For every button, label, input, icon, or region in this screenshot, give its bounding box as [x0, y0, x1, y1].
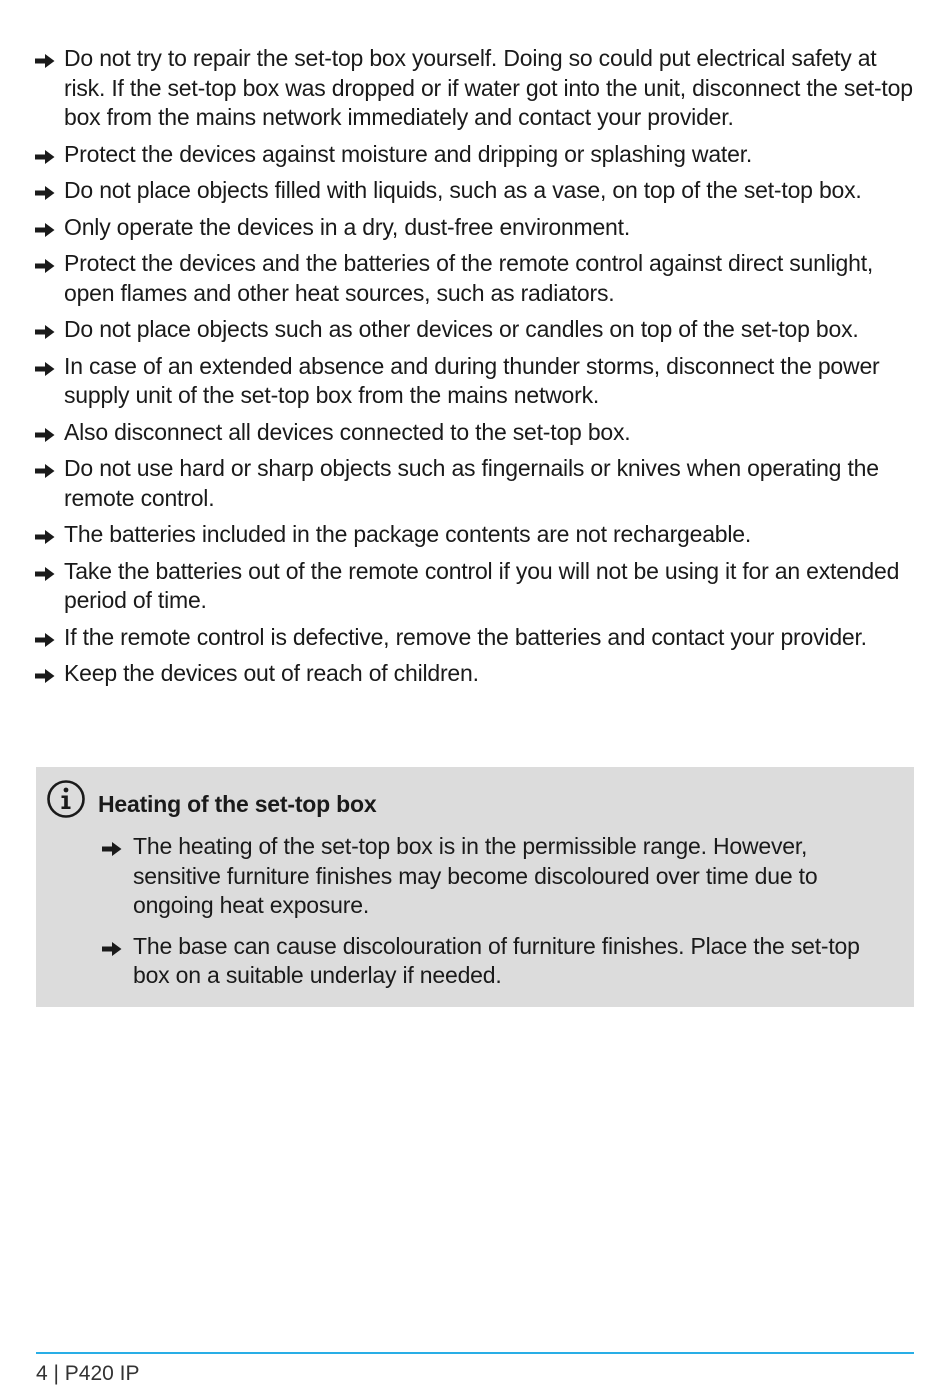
list-item-text: The heating of the set-top box is in the permissible range. However, sensitive furniture finishes may become discoloured over time due to ongoing heat exposure. [133, 833, 818, 918]
list-item [34, 418, 918, 448]
list-item [34, 352, 918, 411]
list-item-text: Protect the devices against moisture and dripping or splashing water. [64, 140, 753, 167]
list-item-text: Protect the devices and the batteries of the remote control against direct sunlight, open flames and other heat sources, such as radiators. [64, 250, 874, 306]
info-box-list [98, 832, 888, 1002]
list-item [34, 520, 918, 550]
arrow-right-icon [34, 361, 56, 377]
info-box-heading: Heating of the set-top box [98, 791, 377, 817]
arrow-right-icon [34, 529, 56, 545]
arrow-right-icon [34, 632, 56, 648]
list-item [98, 932, 888, 991]
list-item-text: Do not place objects such as other devices or candles on top of the set-top box. [64, 316, 859, 342]
list-item-text: Do not try to repair the set-top box yourself. Doing so could put electrical safety at risk. If the set-top box was dropped or if water got into the unit, disconnect the set-top box from the mains network immediately and contact your provider. [64, 45, 913, 130]
page-footer-label: 4 | P420 IP [36, 1362, 140, 1385]
list-item [34, 140, 918, 170]
arrow-right-icon [34, 668, 56, 684]
safety-instructions-list [34, 44, 918, 696]
list-item [34, 557, 918, 616]
list-item [34, 44, 918, 133]
list-item-text: Also disconnect all devices connected to the set-top box. [64, 418, 631, 445]
list-item [34, 315, 918, 345]
list-item-text: The batteries included in the package contents are not rechargeable. [64, 521, 752, 547]
list-item-text: If the remote control is defective, remove the batteries and contact your provider. [64, 623, 867, 650]
arrow-right-icon [34, 222, 56, 238]
list-item-text: Only operate the devices in a dry, dust-free environment. [64, 213, 631, 240]
list-item-text: Do not place objects filled with liquids, such as a vase, on top of the set-top box. [64, 177, 862, 203]
list-item-text: Do not use hard or sharp objects such as fingernails or knives when operating the remote control. [64, 455, 879, 511]
list-item-text: Take the batteries out of the remote control if you will not be using it for an extended period of time. [64, 557, 900, 613]
list-item [34, 249, 918, 308]
arrow-right-icon [34, 463, 56, 479]
list-item-text: In case of an extended absence and during thunder storms, disconnect the power supply unit of the set-top box from the mains network. [64, 352, 880, 408]
list-item-text: Keep the devices out of reach of children. [64, 660, 479, 686]
arrow-right-icon [34, 53, 56, 69]
list-item [34, 176, 918, 206]
arrow-right-icon [34, 566, 56, 582]
info-box-heating [36, 767, 914, 1007]
list-item [34, 659, 918, 689]
arrow-right-icon [101, 841, 123, 857]
arrow-right-icon [34, 185, 56, 201]
list-item [34, 454, 918, 513]
list-item-text: The base can cause discolouration of furniture finishes. Place the set-top box on a suitable underlay if needed. [133, 932, 860, 988]
list-item [98, 832, 888, 921]
list-item [34, 623, 918, 653]
arrow-right-icon [34, 427, 56, 443]
arrow-right-icon [34, 324, 56, 340]
list-item [34, 213, 918, 243]
arrow-right-icon [34, 258, 56, 274]
footer-divider [36, 1352, 914, 1354]
arrow-right-icon [101, 941, 123, 957]
arrow-right-icon [34, 149, 56, 165]
info-icon [46, 779, 86, 819]
